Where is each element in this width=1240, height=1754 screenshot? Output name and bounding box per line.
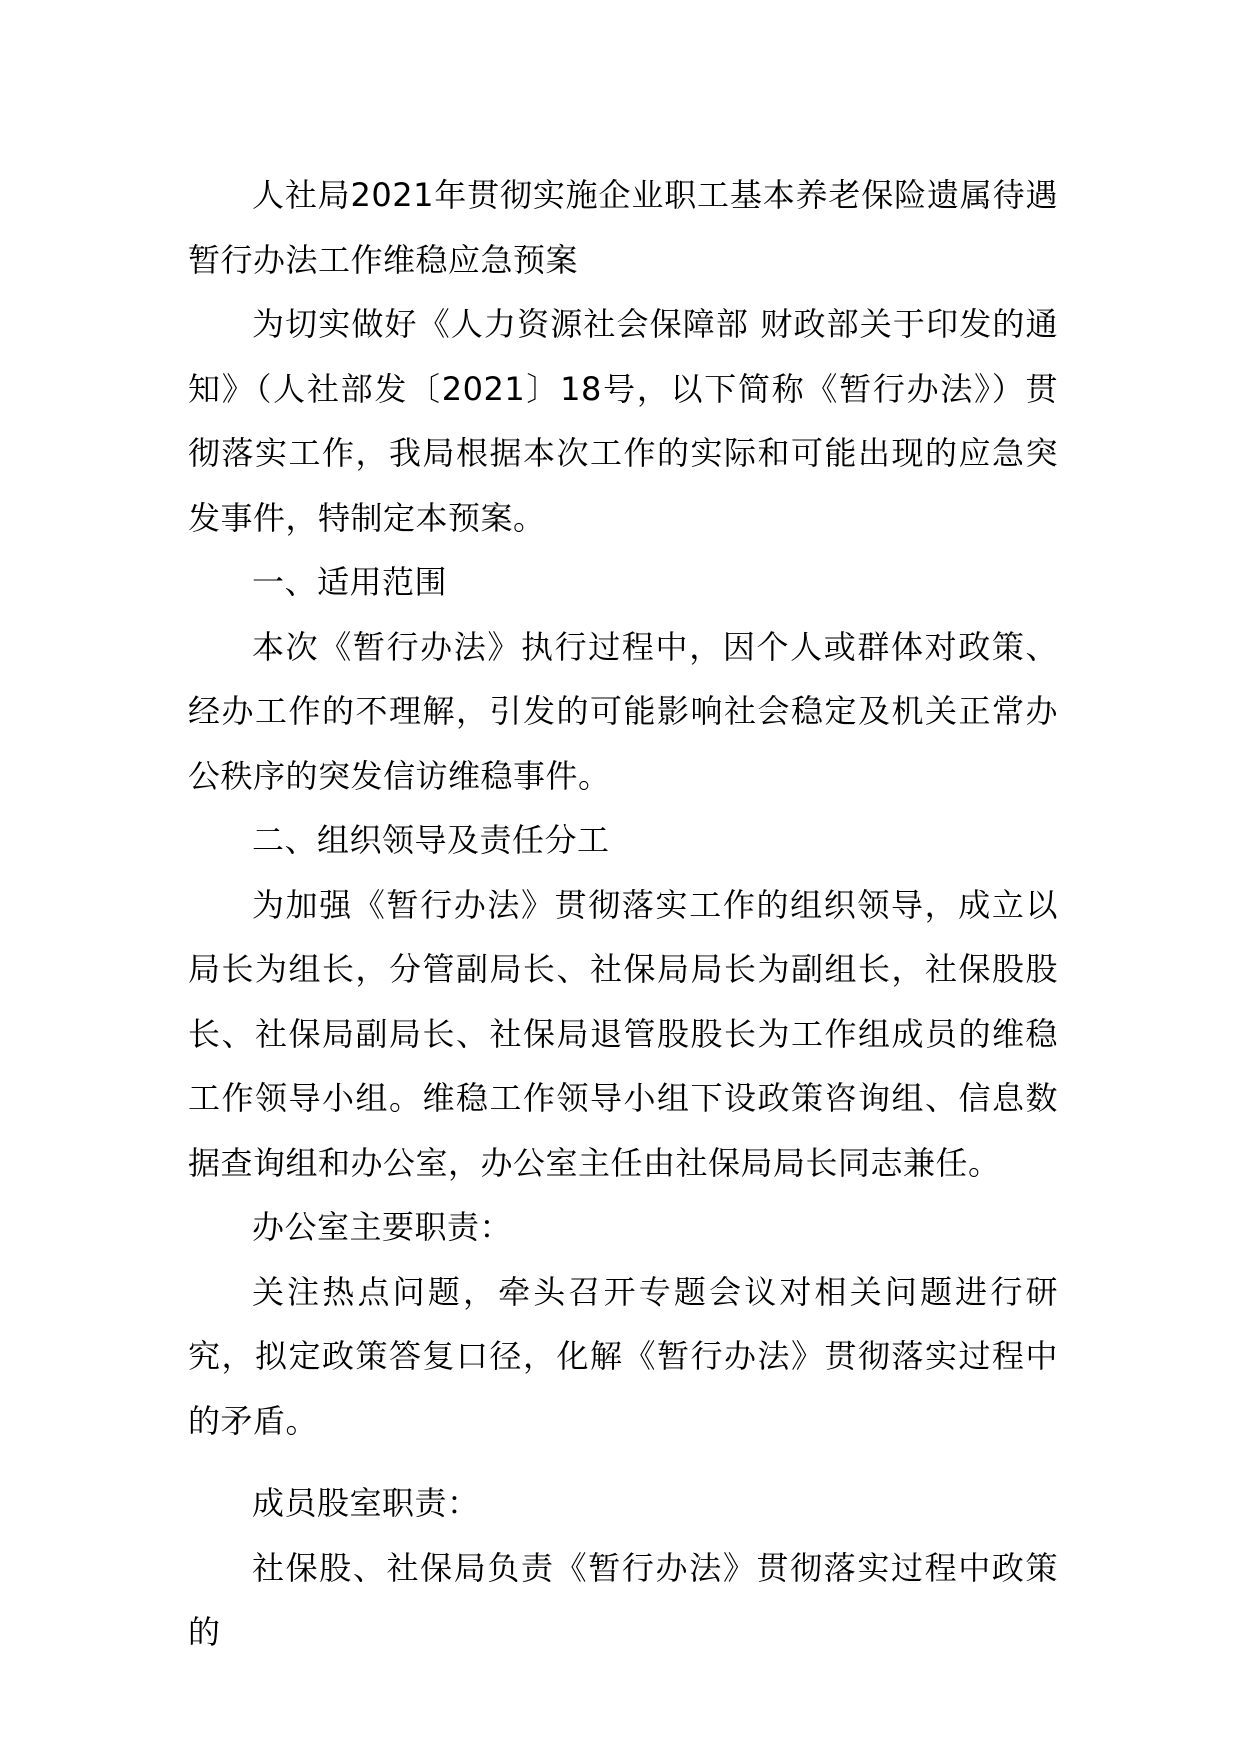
member-duties-heading: 成员股室职责： [252,1484,480,1522]
office-duties-heading: 办公室主要职责： [252,1208,513,1246]
intro-paragraph: 为切实做好《人力资源社会保障部 财政部关于印发的通知》（人社部发〔2021〕18号，以下简称《暂行办法》）贯彻落实工作，我局根据本次工作的实际和可能出现的应急突发事件，特制定本预案。 [188,305,1058,537]
section-1-body: 本次《暂行办法》执行过程中，因个人或群体对政策、经办工作的不理解，引发的可能影响社会稳定及机关正常办公秩序的突发信访维稳事件。 [188,627,1058,795]
section-2-heading: 二、组织领导及责任分工 [252,821,610,859]
document-title: 人社局2021年贯彻实施企业职工基本养老保险遗属待遇暂行办法工作维稳应急预案 [188,176,1058,279]
section-1-heading: 一、适用范围 [252,563,448,601]
office-duties-body: 关注热点问题，牵头召开专题会议对相关问题进行研究，拟定政策答复口径，化解《暂行办法》贯彻落实过程中的矛盾。 [188,1272,1058,1440]
document-page [188,163,1058,1665]
section-2-body: 为加强《暂行办法》贯彻落实工作的组织领导，成立以局长为组长，分管副局长、社保局局长为副组长，社保股股长、社保局副局长、社保局退管股股长为工作组成员的维稳工作领导小组。维稳工作领导小组下设政策咨询组、信息数据查询组和办公室，办公室主任由社保局局长同志兼任。 [188,885,1058,1182]
member-duties-body: 社保股、社保局负责《暂行办法》贯彻落实过程中政策的 [188,1548,1058,1651]
